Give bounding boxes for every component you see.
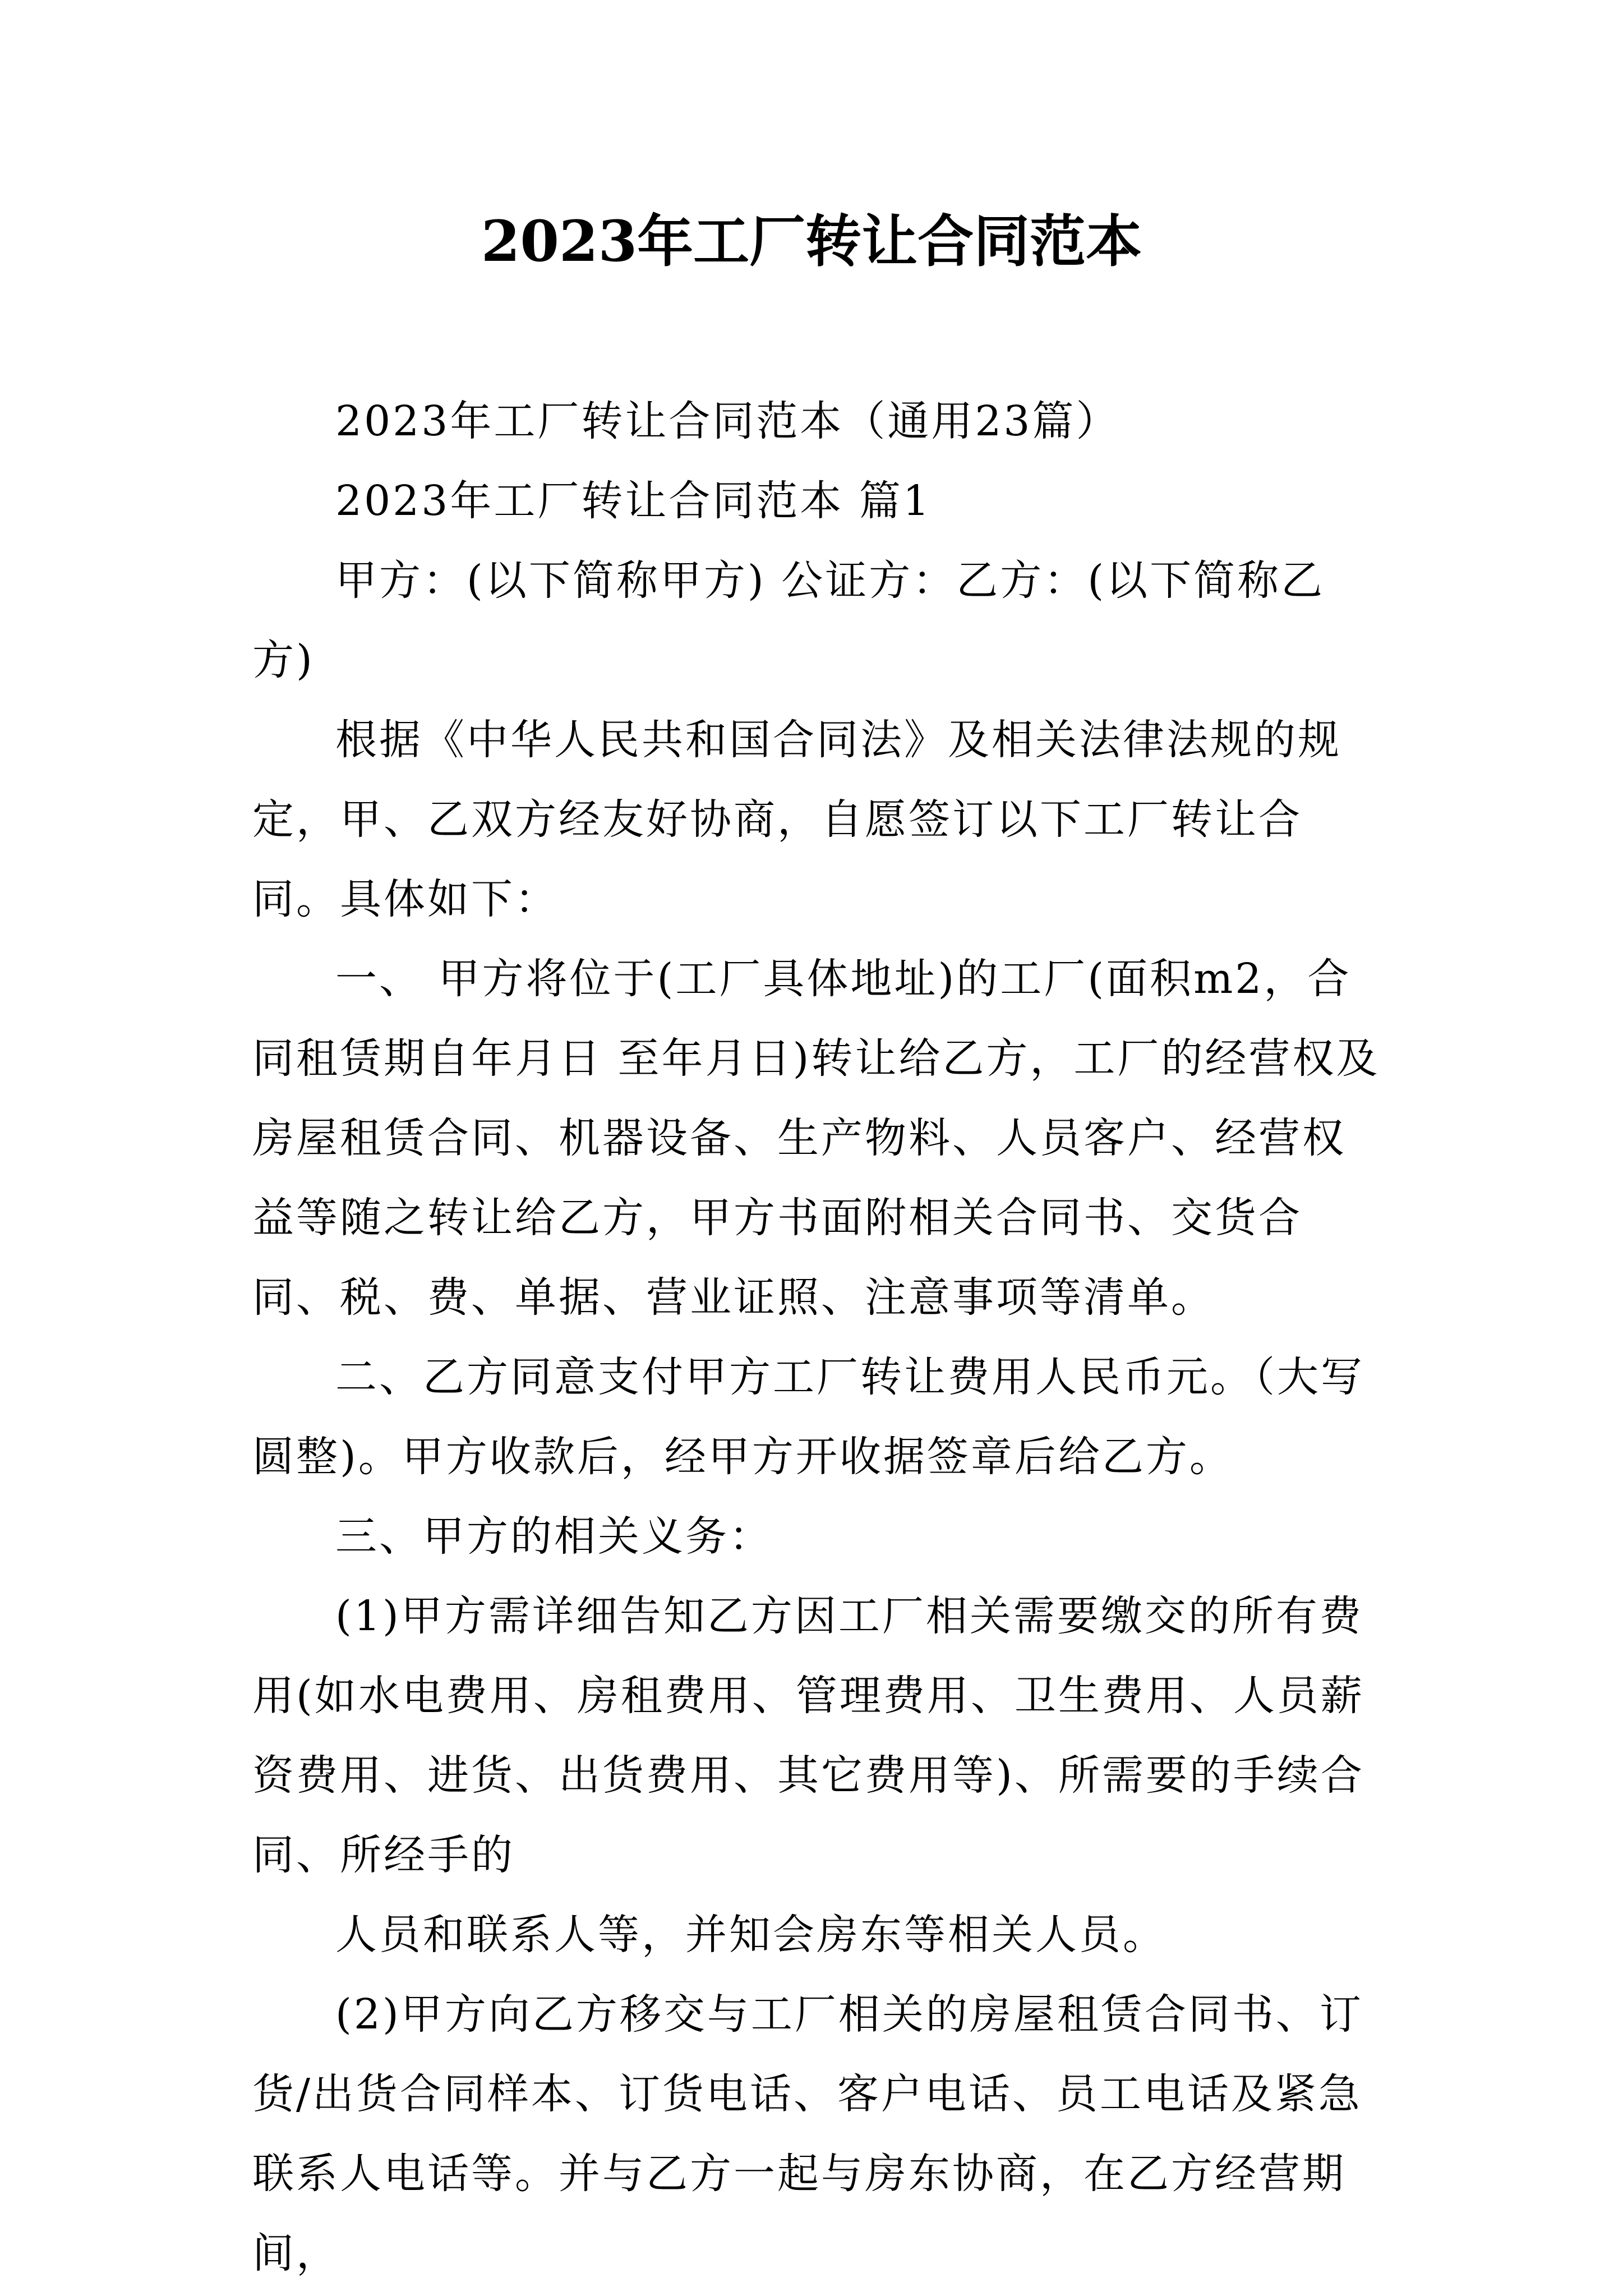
preamble-paragraph: 根据《中华人民共和国合同法》及相关法律法规的规定，甲、乙双方经友好协商，自愿签订以下工厂转让合同。具体如下： — [252, 716, 1341, 923]
clause-three-heading: 三、甲方的相关义务： — [335, 1512, 773, 1561]
document-body — [252, 381, 1385, 2293]
clause-three-item-1-paragraph: (1)甲方需详细告知乙方因工厂相关需要缴交的所有费用(如水电费用、房租费用、管理费用、卫生费用、人员薪资费用、进货、出货费用、其它费用等)、所需要的手续合同、所经手的 — [252, 1592, 1364, 1879]
section-heading: 2023年工厂转让合同范本 篇1 — [335, 477, 932, 525]
clause-one-paragraph: 一、 甲方将位于(工厂具体地址)的工厂(面积m2，合同租赁期自年月日 至年月日)转让给乙方，工厂的经营权及房屋租赁合同、机器设备、生产物料、人员客户、经营权益等随之转让给乙方，甲方书面附相关合同书、交货合同、税、费、单据、营业证照、注意事项等清单。 — [252, 955, 1380, 1322]
document-title: 2023年工厂转让合同范本 — [481, 208, 1142, 274]
subtitle-paragraph: 2023年工厂转让合同范本（通用23篇） — [335, 397, 1120, 445]
clause-three-item-1-continuation: 人员和联系人等，并知会房东等相关人员。 — [335, 1911, 1166, 1959]
parties-paragraph: 甲方：(以下简称甲方) 公证方：乙方：(以下简称乙方) — [252, 556, 1325, 684]
clause-two-paragraph: 二、乙方同意支付甲方工厂转让费用人民币元。（大写圆整)。甲方收款后，经甲方开收据签章后给乙方。 — [252, 1353, 1364, 1481]
clause-three-item-2-paragraph: (2)甲方向乙方移交与工厂相关的房屋租赁合同书、订货/出货合同样本、订货电话、客户电话、员工电话及紧急联系人电话等。并与乙方一起与房东协商，在乙方经营期间， — [252, 1990, 1363, 2277]
